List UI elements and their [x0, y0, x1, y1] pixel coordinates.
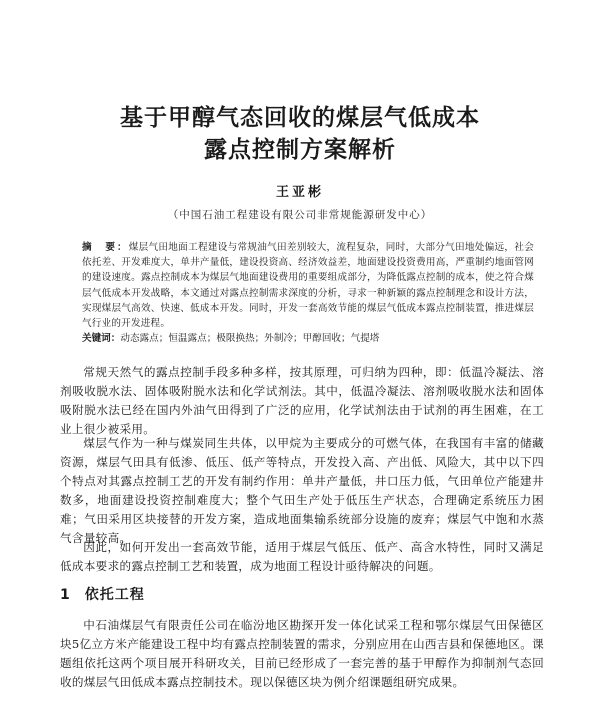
body-paragraph: 中石油煤层气有限责任公司在临汾地区勘探开发一体化试采工程和鄂尔煤层气田保德区块5亿立方米产能建设工程中均有露点控制装置的需求，分别应用在山西吉县和保德地区。课题组依托这两个项目展开科研攻关，目前已经形成了一套完善的基于甲醇作为抑制剂气态回收的煤层气田低成本露点控制技术。现以保德区块为例介绍课题组研究成果。 [60, 618, 544, 689]
keywords [82, 331, 534, 346]
body-paragraph: 常规天然气的露点控制手段多种多样，按其原理，可归纳为四种，即：低温冷凝法、溶剂吸收脱水法、固体吸附脱水法和化学试剂法。其中，低温冷凝法、溶剂吸收脱水法和固体吸附脱水法已经在国内外油气田得到了广泛的应用，化学试剂法由于试剂的再生困难，在工业上很少被采用。 [60, 365, 544, 436]
abstract [82, 240, 534, 331]
section-heading [60, 584, 145, 604]
section-title: 依托工程 [84, 587, 145, 603]
body-paragraph: 因此，如何开发出一套高效节能，适用于煤层气低压、低产、高含水特性，同时又满足低成本要求的露点控制工艺和装置，成为地面工程设计亟待解决的问题。 [60, 540, 544, 573]
paper-title-line-1: 基于甲醇气态回收的煤层气低成本 [120, 105, 480, 131]
abstract-label: 摘 要： [82, 242, 129, 253]
abstract-text: 煤层气田地面工程建设与常规油气田差别较大，流程复杂，同时，大部分气田地处偏远，社会依托差、开发难度大，单井产量低，建设投资高、经济效益差，地面建设投资费用高，严重制约地面管网的建设速度。露点控制成本为煤层气地面建设费用的重要组成部分，为降低露点控制的成本，使之符合煤层气低成本开发战略，本文通过对露点控制需求深度的分析，寻求一种新颖的露点控制理念和设计方法，实现煤层气高效、快速、低成本开发。同时，开发一套高效节能的煤层气低成本露点控制装置，推进煤层气行业的开发进程。 [82, 242, 534, 330]
keywords-label: 关键词： [82, 333, 121, 344]
author-name: 王亚彬 [275, 185, 324, 200]
paper-title-line-2: 露点控制方案解析 [204, 137, 396, 163]
section-number: 1 [60, 587, 71, 603]
body-paragraph: 煤层气作为一种与煤炭同生共体，以甲烷为主要成分的可燃气体，在我国有丰富的储藏资源，煤层气田具有低渗、低压、低产等特点，开发投入高、产出低、风险大，其中以下四个特点对其露点控制工艺的开发有制约作用：单井产量低，井口压力低，气田单位产能建井数多，地面建设投资控制难度大；整个气田生产处于低压生产状态，合理确定系统压力困难；气田采用区块接替的开发方案，造成地面集输系统部分设施的废弃；煤层气中饱和水蒸气含量较高。 [60, 436, 544, 545]
keywords-text: 动态露点；恒温露点；极限换热；外制冷；甲醇回收；气提塔 [120, 333, 380, 344]
author-affiliation: （中国石油工程建设有限公司非常规能源研发中心） [167, 209, 433, 221]
